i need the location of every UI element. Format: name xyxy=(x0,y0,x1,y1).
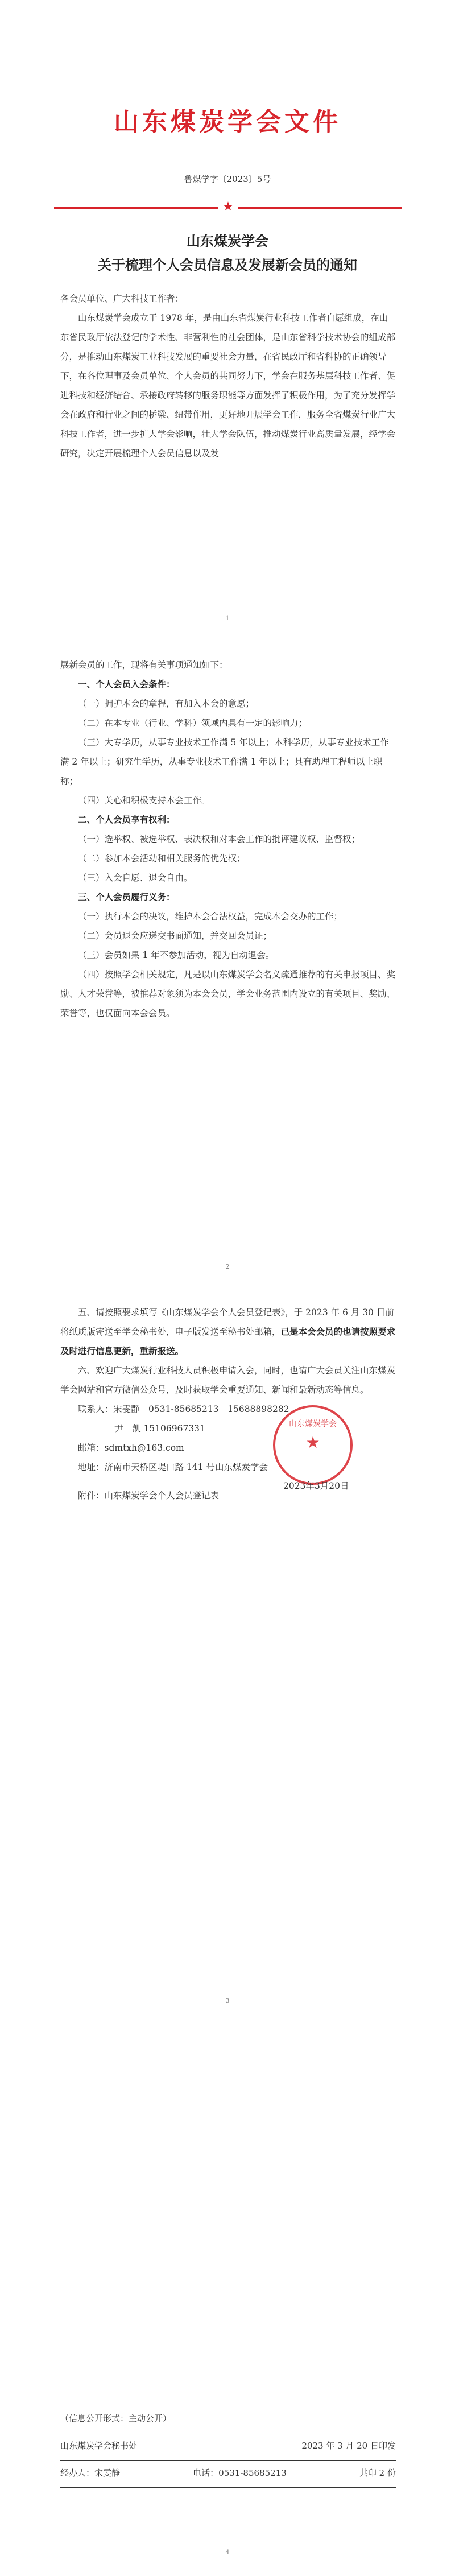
email-line: 邮箱：sdmtxh@163.com xyxy=(78,1443,184,1453)
item-5-paragraph xyxy=(60,1303,396,1361)
footer-divider-bottom xyxy=(60,2487,396,2488)
list-item: （三）入会自愿、退会自由。 xyxy=(78,873,193,883)
page-number: 4 xyxy=(225,2549,230,2556)
list-item: （一）执行本会的决议，维护本会合法权益，完成本会交办的工作； xyxy=(78,911,343,922)
red-divider-left xyxy=(54,207,218,209)
list-item: （三）会员如果 1 年不参加活动，视为自动退会。 xyxy=(78,950,275,960)
official-seal-icon xyxy=(270,1402,355,1488)
notice-title-org: 山东煤炭学会 xyxy=(187,233,268,249)
footer-divider-mid xyxy=(60,2460,396,2461)
page-number: 2 xyxy=(225,1263,230,1270)
list-item: （一）拥护本会的章程，有加入本会的意愿； xyxy=(78,699,255,709)
page-3 xyxy=(0,1291,455,2025)
page-number: 3 xyxy=(225,1997,230,2004)
list-item: （一）选举权、被选举权、表决权和对本会工作的批评建议权、监督权； xyxy=(78,834,361,844)
page1-body xyxy=(60,289,396,463)
print-info-row xyxy=(60,2439,396,2451)
handler-phone: 电话：0531-85685213 xyxy=(193,2468,287,2478)
contact-phone: 0531-85685213 15688898282 xyxy=(148,1404,289,1414)
salutation: 各会员单位、广大科技工作者： xyxy=(60,294,184,304)
page-1 xyxy=(0,0,455,643)
print-date: 2023 年 3 月 20 日印发 xyxy=(301,2441,396,2451)
seal-text: 山东煤炭学会 xyxy=(289,1419,337,1429)
item-5-bold-text: 已是本会会员的也请按照要求及时进行信息更新，重新报送。 xyxy=(60,1326,396,1356)
item-6-paragraph: 六、欢迎广大煤炭行业科技人员积极申请入会，同时，也请广大会员关注山东煤炭学会网站和官方微信公众号，及时获取学会重要通知、新闻和最新动态等信息。 xyxy=(60,1365,396,1395)
page2-body xyxy=(60,655,396,1023)
seal-date: 2023年3月20日 xyxy=(283,1481,349,1491)
list-item: （二）参加本会活动和相关服务的优先权； xyxy=(78,853,246,864)
handler: 经办人：宋雯静 xyxy=(60,2468,121,2478)
item-5-text: 五、请按照要求填写《山东煤炭学会个人会员登记表》，于 2023 年 6 月 30 日前将纸质版寄送至学会秘书处，电子版发送至秘书处邮箱， xyxy=(60,1307,394,1337)
red-star-icon: ★ xyxy=(222,200,234,214)
section-1-title: 一、个人会员入会条件： xyxy=(78,679,175,690)
contact-name: 联系人：宋雯静 xyxy=(78,1404,140,1414)
notice-title: 关于梳理个人会员信息及发展新会员的通知 xyxy=(98,257,357,273)
document-number: 鲁煤学字〔2023〕5号 xyxy=(184,174,271,184)
document-red-header: 山东煤炭学会文件 xyxy=(114,108,341,137)
page-4 xyxy=(0,2025,455,2576)
list-item: （二）会员退会应递交书面通知，并交回会员证； xyxy=(78,931,272,941)
info-public-row xyxy=(60,2412,396,2424)
issuing-org: 山东煤炭学会秘书处 xyxy=(60,2441,138,2451)
contact-second: 尹 凯 15106967331 xyxy=(114,1423,205,1434)
section-3-title: 三、个人会员履行义务： xyxy=(78,891,175,902)
handler-row xyxy=(60,2467,396,2479)
copies: 共印 2 份 xyxy=(359,2468,396,2478)
red-divider-right xyxy=(238,207,402,209)
list-item: （二）在本专业（行业、学科）领域内具有一定的影响力； xyxy=(78,718,308,728)
page-number: 1 xyxy=(225,614,230,622)
intro-continuation: 展新会员的工作，现将有关事项通知如下： xyxy=(60,660,228,670)
list-item: （四）按照学会相关规定，凡是以山东煤炭学会名义疏通推荐的有关申报项目、奖励、人才荣誉等，被推荐对象须为本会会员，学会业务范围内设立的有关项目、奖励、荣誉等，也仅面向本会会员。 xyxy=(60,969,396,1018)
info-public-text: （信息公开形式：主动公开） xyxy=(60,2413,172,2424)
list-item: （四）关心和积极支持本会工作。 xyxy=(78,795,210,806)
section-2-title: 二、个人会员享有权利： xyxy=(78,814,175,825)
page-2 xyxy=(0,643,455,1291)
list-item: （三）大专学历，从事专业技术工作满 5 年以上；本科学历，从事专业技术工作满 2 年以上；研究生学历，从事专业技术工作满 1 年以上；具有助理工程师以上职称； xyxy=(60,737,389,786)
attachment-line: 附件：山东煤炭学会个人会员登记表 xyxy=(78,1491,220,1501)
svg-text:★: ★ xyxy=(305,1433,320,1452)
intro-paragraph: 山东煤炭学会成立于 1978 年，是由山东省煤炭行业科技工作者自愿组成，在山东省民政厅依法登记的学术性、非营利性的社会团体，是山东省科学技术协会的组成部分，是推动山东煤炭工业科技发展的重要社会力量，在省民政厅和省科协的正确领导下，在各位理事及会员单位、个人会员的共同努力下，学会在服务基层科技工作者、促进科技和经济结合、承接政府转移的服务职能等方面发挥了积极作用，为了充分发挥学会在政府和行业之间的桥梁、纽带作用，更好地开展学会工作，服务全省煤炭行业广大科技工作者，进一步扩大学会影响，壮大学会队伍，推动煤炭行业高质量发展，经学会研究，决定开展梳理个人会员信息以及发 xyxy=(60,313,396,459)
address-line: 地址：济南市天桥区堤口路 141 号山东煤炭学会 xyxy=(78,1462,268,1472)
